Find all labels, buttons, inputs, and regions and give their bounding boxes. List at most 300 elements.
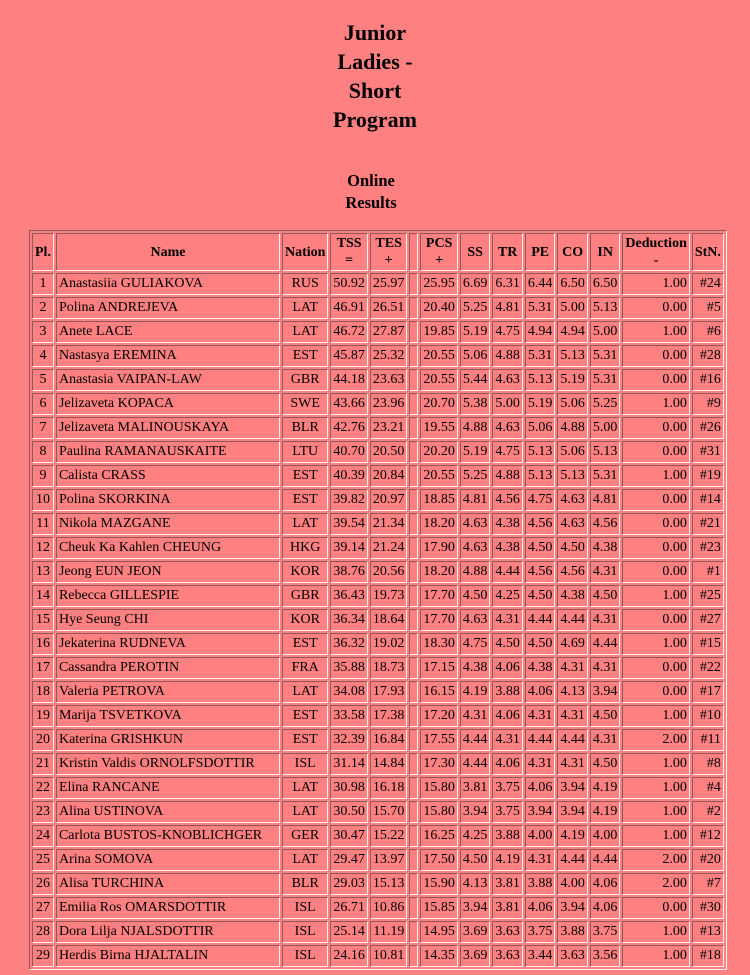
in-cell: 4.00 — [590, 825, 621, 847]
co-cell: 4.31 — [557, 705, 588, 727]
tr-cell: 4.31 — [492, 609, 523, 631]
pcs-cell: 20.55 — [420, 465, 458, 487]
col-tss-label: TSS — [336, 236, 362, 251]
tr-cell: 4.25 — [492, 585, 523, 607]
start-number-cell: #28 — [692, 345, 724, 367]
nation-cell: LAT — [282, 297, 328, 319]
table-row — [32, 633, 724, 655]
nation-cell: GBR — [282, 585, 328, 607]
place-cell: 10 — [32, 489, 54, 511]
tss-cell: 36.43 — [330, 585, 368, 607]
deduction-cell: 0.00 — [622, 681, 689, 703]
tss-cell: 29.47 — [330, 849, 368, 871]
tss-cell: 24.16 — [330, 945, 368, 967]
title-line: Short — [348, 78, 402, 103]
tss-cell: 44.18 — [330, 369, 368, 391]
tr-cell: 4.81 — [492, 297, 523, 319]
table-row — [32, 681, 724, 703]
co-cell: 4.88 — [557, 417, 588, 439]
deduction-cell: 2.00 — [622, 849, 689, 871]
pe-cell: 4.94 — [525, 321, 556, 343]
pe-cell: 4.44 — [525, 609, 556, 631]
tss-cell: 39.54 — [330, 513, 368, 535]
tss-cell: 45.87 — [330, 345, 368, 367]
ss-cell: 4.63 — [460, 609, 491, 631]
pcs-cell: 19.85 — [420, 321, 458, 343]
ss-cell: 4.81 — [460, 489, 491, 511]
ss-cell: 5.25 — [460, 297, 491, 319]
name-cell: Cassandra PEROTIN — [56, 657, 280, 679]
nation-cell: EST — [282, 729, 328, 751]
nation-cell: BLR — [282, 417, 328, 439]
pcs-cell: 18.30 — [420, 633, 458, 655]
pcs-cell: 17.50 — [420, 849, 458, 871]
col-place: Pl. — [32, 233, 54, 271]
name-cell: Jelizaveta MALINOUSKAYA — [56, 417, 280, 439]
name-cell: Calista CRASS — [56, 465, 280, 487]
co-cell: 4.63 — [557, 489, 588, 511]
tss-cell: 26.71 — [330, 897, 368, 919]
subtitle-line: Online — [347, 171, 395, 190]
pcs-cell: 15.85 — [420, 897, 458, 919]
tss-cell: 34.08 — [330, 681, 368, 703]
col-deduction-label: Deduction — [625, 236, 687, 251]
spacer-cell — [409, 393, 418, 415]
deduction-cell: 2.00 — [622, 729, 689, 751]
spacer-cell — [409, 537, 418, 559]
ss-cell: 5.25 — [460, 465, 491, 487]
pe-cell: 4.31 — [525, 849, 556, 871]
tr-cell: 4.06 — [492, 753, 523, 775]
table-row — [32, 657, 724, 679]
ss-cell: 3.81 — [460, 777, 491, 799]
tes-cell: 21.24 — [370, 537, 408, 559]
start-number-cell: #20 — [692, 849, 724, 871]
table-row — [32, 489, 724, 511]
in-cell: 4.44 — [590, 849, 621, 871]
pcs-cell: 15.90 — [420, 873, 458, 895]
start-number-cell: #21 — [692, 513, 724, 535]
co-cell: 4.44 — [557, 609, 588, 631]
in-cell: 4.06 — [590, 897, 621, 919]
table-row — [32, 369, 724, 391]
tes-cell: 16.84 — [370, 729, 408, 751]
start-number-cell: #25 — [692, 585, 724, 607]
start-number-cell: #26 — [692, 417, 724, 439]
pcs-cell: 20.55 — [420, 345, 458, 367]
in-cell: 3.94 — [590, 681, 621, 703]
tes-cell: 17.93 — [370, 681, 408, 703]
pcs-cell: 20.40 — [420, 297, 458, 319]
place-cell: 27 — [32, 897, 54, 919]
ss-cell: 3.94 — [460, 801, 491, 823]
tr-cell: 4.38 — [492, 537, 523, 559]
name-cell: Anastasia VAIPAN-LAW — [56, 369, 280, 391]
pcs-cell: 16.15 — [420, 681, 458, 703]
col-deduction-sign: - — [653, 253, 659, 268]
ss-cell: 5.38 — [460, 393, 491, 415]
nation-cell: KOR — [282, 561, 328, 583]
in-cell: 5.13 — [590, 297, 621, 319]
tss-cell: 39.14 — [330, 537, 368, 559]
place-cell: 13 — [32, 561, 54, 583]
co-cell: 4.19 — [557, 825, 588, 847]
co-cell: 4.31 — [557, 657, 588, 679]
col-pcs-label: PCS — [425, 236, 453, 251]
co-cell: 4.63 — [557, 513, 588, 535]
tss-cell: 30.98 — [330, 777, 368, 799]
tss-cell: 31.14 — [330, 753, 368, 775]
ss-cell: 4.50 — [460, 585, 491, 607]
tes-cell: 19.02 — [370, 633, 408, 655]
name-cell: Herdis Birna HJALTALIN — [56, 945, 280, 967]
nation-cell: SWE — [282, 393, 328, 415]
start-number-cell: #5 — [692, 297, 724, 319]
co-cell: 3.94 — [557, 777, 588, 799]
start-number-cell: #22 — [692, 657, 724, 679]
spacer-cell — [409, 849, 418, 871]
tss-cell: 30.50 — [330, 801, 368, 823]
co-cell: 3.88 — [557, 921, 588, 943]
ss-cell: 4.44 — [460, 729, 491, 751]
co-cell: 4.44 — [557, 729, 588, 751]
tss-cell: 30.47 — [330, 825, 368, 847]
pe-cell: 4.44 — [525, 729, 556, 751]
pcs-cell: 20.55 — [420, 369, 458, 391]
in-cell: 4.31 — [590, 609, 621, 631]
pe-cell: 4.75 — [525, 489, 556, 511]
pcs-cell: 17.30 — [420, 753, 458, 775]
start-number-cell: #31 — [692, 441, 724, 463]
nation-cell: FRA — [282, 657, 328, 679]
spacer-cell — [409, 633, 418, 655]
pcs-cell: 18.85 — [420, 489, 458, 511]
spacer-cell — [409, 561, 418, 583]
pcs-cell: 17.15 — [420, 657, 458, 679]
in-cell: 4.19 — [590, 777, 621, 799]
co-cell: 4.50 — [557, 537, 588, 559]
start-number-cell: #6 — [692, 321, 724, 343]
spacer-cell — [409, 513, 418, 535]
place-cell: 12 — [32, 537, 54, 559]
in-cell: 4.56 — [590, 513, 621, 535]
spacer-cell — [409, 921, 418, 943]
co-cell: 5.13 — [557, 465, 588, 487]
pcs-cell: 18.20 — [420, 513, 458, 535]
in-cell: 4.31 — [590, 561, 621, 583]
pcs-cell: 14.95 — [420, 921, 458, 943]
col-tes-sign: + — [384, 253, 393, 268]
in-cell: 4.06 — [590, 873, 621, 895]
table-row — [32, 801, 724, 823]
nation-cell: LAT — [282, 801, 328, 823]
table-row — [32, 345, 724, 367]
ss-cell: 4.38 — [460, 657, 491, 679]
pe-cell: 5.13 — [525, 441, 556, 463]
ss-cell: 4.50 — [460, 849, 491, 871]
table-row — [32, 897, 724, 919]
deduction-cell: 0.00 — [622, 657, 689, 679]
name-cell: Cheuk Ka Kahlen CHEUNG — [56, 537, 280, 559]
col-start-number: StN. — [692, 233, 724, 271]
nation-cell: ISL — [282, 945, 328, 967]
in-cell: 5.31 — [590, 369, 621, 391]
co-cell: 6.50 — [557, 273, 588, 295]
pe-cell: 4.00 — [525, 825, 556, 847]
co-cell: 4.13 — [557, 681, 588, 703]
in-cell: 5.31 — [590, 345, 621, 367]
ss-cell: 4.88 — [460, 417, 491, 439]
place-cell: 28 — [32, 921, 54, 943]
place-cell: 4 — [32, 345, 54, 367]
place-cell: 2 — [32, 297, 54, 319]
table-row — [32, 465, 724, 487]
pe-cell: 4.31 — [525, 753, 556, 775]
pcs-cell: 17.70 — [420, 585, 458, 607]
tr-cell: 5.00 — [492, 393, 523, 415]
pe-cell: 5.13 — [525, 465, 556, 487]
pe-cell: 4.38 — [525, 657, 556, 679]
nation-cell: LAT — [282, 681, 328, 703]
spacer-cell — [409, 585, 418, 607]
table-row — [32, 393, 724, 415]
start-number-cell: #9 — [692, 393, 724, 415]
results-header — [32, 233, 724, 271]
ss-cell: 4.88 — [460, 561, 491, 583]
tr-cell: 4.88 — [492, 345, 523, 367]
pcs-cell: 16.25 — [420, 825, 458, 847]
name-cell: Alina USTINOVA — [56, 801, 280, 823]
spacer-cell — [409, 801, 418, 823]
spacer-cell — [409, 681, 418, 703]
deduction-cell: 0.00 — [622, 513, 689, 535]
tes-cell: 18.73 — [370, 657, 408, 679]
deduction-cell: 1.00 — [622, 777, 689, 799]
table-row — [32, 753, 724, 775]
place-cell: 14 — [32, 585, 54, 607]
ss-cell: 4.31 — [460, 705, 491, 727]
table-row — [32, 417, 724, 439]
pe-cell: 4.06 — [525, 897, 556, 919]
tss-cell: 46.91 — [330, 297, 368, 319]
start-number-cell: #7 — [692, 873, 724, 895]
table-row — [32, 825, 724, 847]
place-cell: 6 — [32, 393, 54, 415]
place-cell: 1 — [32, 273, 54, 295]
in-cell: 5.00 — [590, 417, 621, 439]
place-cell: 5 — [32, 369, 54, 391]
ss-cell: 3.69 — [460, 945, 491, 967]
tes-cell: 15.22 — [370, 825, 408, 847]
in-cell: 4.50 — [590, 705, 621, 727]
table-row — [32, 777, 724, 799]
pe-cell: 3.88 — [525, 873, 556, 895]
co-cell: 5.13 — [557, 345, 588, 367]
tes-cell: 25.32 — [370, 345, 408, 367]
in-cell: 4.38 — [590, 537, 621, 559]
table-row — [32, 609, 724, 631]
tss-cell: 42.76 — [330, 417, 368, 439]
place-cell: 21 — [32, 753, 54, 775]
nation-cell: ISL — [282, 897, 328, 919]
pe-cell: 5.31 — [525, 345, 556, 367]
name-cell: Polina SKORKINA — [56, 489, 280, 511]
tr-cell: 4.31 — [492, 729, 523, 751]
nation-cell: KOR — [282, 609, 328, 631]
name-cell: Marija TSVETKOVA — [56, 705, 280, 727]
tes-cell: 10.86 — [370, 897, 408, 919]
pe-cell: 4.56 — [525, 513, 556, 535]
tes-cell: 20.97 — [370, 489, 408, 511]
start-number-cell: #11 — [692, 729, 724, 751]
start-number-cell: #1 — [692, 561, 724, 583]
tr-cell: 3.63 — [492, 945, 523, 967]
col-tes — [370, 233, 408, 271]
name-cell: Katerina GRISHKUN — [56, 729, 280, 751]
ss-cell: 4.25 — [460, 825, 491, 847]
start-number-cell: #27 — [692, 609, 724, 631]
tes-cell: 14.84 — [370, 753, 408, 775]
col-co: CO — [557, 233, 588, 271]
deduction-cell: 1.00 — [622, 801, 689, 823]
spacer-cell — [409, 321, 418, 343]
co-cell: 4.31 — [557, 753, 588, 775]
tes-cell: 23.21 — [370, 417, 408, 439]
pe-cell: 5.31 — [525, 297, 556, 319]
pe-cell: 6.44 — [525, 273, 556, 295]
tr-cell: 3.63 — [492, 921, 523, 943]
start-number-cell: #14 — [692, 489, 724, 511]
nation-cell: ISL — [282, 921, 328, 943]
place-cell: 9 — [32, 465, 54, 487]
title-line: Ladies - — [337, 49, 413, 74]
spacer-cell — [409, 465, 418, 487]
pcs-cell: 17.70 — [420, 609, 458, 631]
col-spacer — [409, 233, 418, 271]
spacer-cell — [409, 657, 418, 679]
tes-cell: 23.63 — [370, 369, 408, 391]
table-row — [32, 321, 724, 343]
table-row — [32, 513, 724, 535]
deduction-cell: 0.00 — [622, 345, 689, 367]
tss-cell: 29.03 — [330, 873, 368, 895]
in-cell: 5.31 — [590, 465, 621, 487]
nation-cell: GER — [282, 825, 328, 847]
start-number-cell: #19 — [692, 465, 724, 487]
place-cell: 20 — [32, 729, 54, 751]
pe-cell: 4.50 — [525, 585, 556, 607]
place-cell: 24 — [32, 825, 54, 847]
subtitle-line: Results — [345, 192, 397, 212]
start-number-cell: #30 — [692, 897, 724, 919]
co-cell: 4.00 — [557, 873, 588, 895]
table-row — [32, 729, 724, 751]
tes-cell: 27.87 — [370, 321, 408, 343]
nation-cell: RUS — [282, 273, 328, 295]
in-cell: 4.81 — [590, 489, 621, 511]
pe-cell: 4.06 — [525, 681, 556, 703]
tr-cell: 4.63 — [492, 369, 523, 391]
col-name: Name — [56, 233, 280, 271]
name-cell: Valeria PETROVA — [56, 681, 280, 703]
results-table — [29, 230, 727, 970]
page-title — [0, 18, 750, 134]
tss-cell: 43.66 — [330, 393, 368, 415]
in-cell: 3.75 — [590, 921, 621, 943]
deduction-cell: 0.00 — [622, 489, 689, 511]
nation-cell: LAT — [282, 321, 328, 343]
place-cell: 16 — [32, 633, 54, 655]
tss-cell: 46.72 — [330, 321, 368, 343]
tr-cell: 4.63 — [492, 417, 523, 439]
spacer-cell — [409, 945, 418, 967]
tr-cell: 4.19 — [492, 849, 523, 871]
co-cell: 4.69 — [557, 633, 588, 655]
title-line: Program — [333, 107, 417, 132]
table-row — [32, 537, 724, 559]
deduction-cell: 0.00 — [622, 897, 689, 919]
ss-cell: 5.19 — [460, 441, 491, 463]
place-cell: 26 — [32, 873, 54, 895]
nation-cell: LAT — [282, 849, 328, 871]
col-deduction — [622, 233, 689, 271]
in-cell: 4.44 — [590, 633, 621, 655]
header-row — [32, 233, 724, 271]
name-cell: Nikola MAZGANE — [56, 513, 280, 535]
deduction-cell: 1.00 — [622, 465, 689, 487]
deduction-cell: 1.00 — [622, 921, 689, 943]
name-cell: Alisa TURCHINA — [56, 873, 280, 895]
tr-cell: 4.06 — [492, 657, 523, 679]
tss-cell: 33.58 — [330, 705, 368, 727]
tes-cell: 19.73 — [370, 585, 408, 607]
start-number-cell: #12 — [692, 825, 724, 847]
in-cell: 5.13 — [590, 441, 621, 463]
ss-cell: 5.44 — [460, 369, 491, 391]
ss-cell: 3.94 — [460, 897, 491, 919]
name-cell: Jekaterina RUDNEVA — [56, 633, 280, 655]
deduction-cell: 0.00 — [622, 609, 689, 631]
ss-cell: 6.69 — [460, 273, 491, 295]
tr-cell: 4.50 — [492, 633, 523, 655]
pcs-cell: 18.20 — [420, 561, 458, 583]
deduction-cell: 1.00 — [622, 825, 689, 847]
pe-cell: 3.75 — [525, 921, 556, 943]
place-cell: 25 — [32, 849, 54, 871]
table-row — [32, 921, 724, 943]
name-cell: Emilia Ros OMARSDOTTIR — [56, 897, 280, 919]
spacer-cell — [409, 489, 418, 511]
deduction-cell: 1.00 — [622, 753, 689, 775]
name-cell: Anastasiia GULIAKOVA — [56, 273, 280, 295]
tes-cell: 20.50 — [370, 441, 408, 463]
table-row — [32, 705, 724, 727]
pcs-cell: 17.90 — [420, 537, 458, 559]
start-number-cell: #18 — [692, 945, 724, 967]
pe-cell: 4.56 — [525, 561, 556, 583]
tss-cell: 32.39 — [330, 729, 368, 751]
col-pcs — [420, 233, 458, 271]
pcs-cell: 20.20 — [420, 441, 458, 463]
tr-cell: 3.88 — [492, 681, 523, 703]
table-row — [32, 849, 724, 871]
tes-cell: 20.56 — [370, 561, 408, 583]
col-ss: SS — [460, 233, 491, 271]
tss-cell: 38.76 — [330, 561, 368, 583]
ss-cell: 4.13 — [460, 873, 491, 895]
page-subtitle — [0, 170, 742, 213]
start-number-cell: #16 — [692, 369, 724, 391]
